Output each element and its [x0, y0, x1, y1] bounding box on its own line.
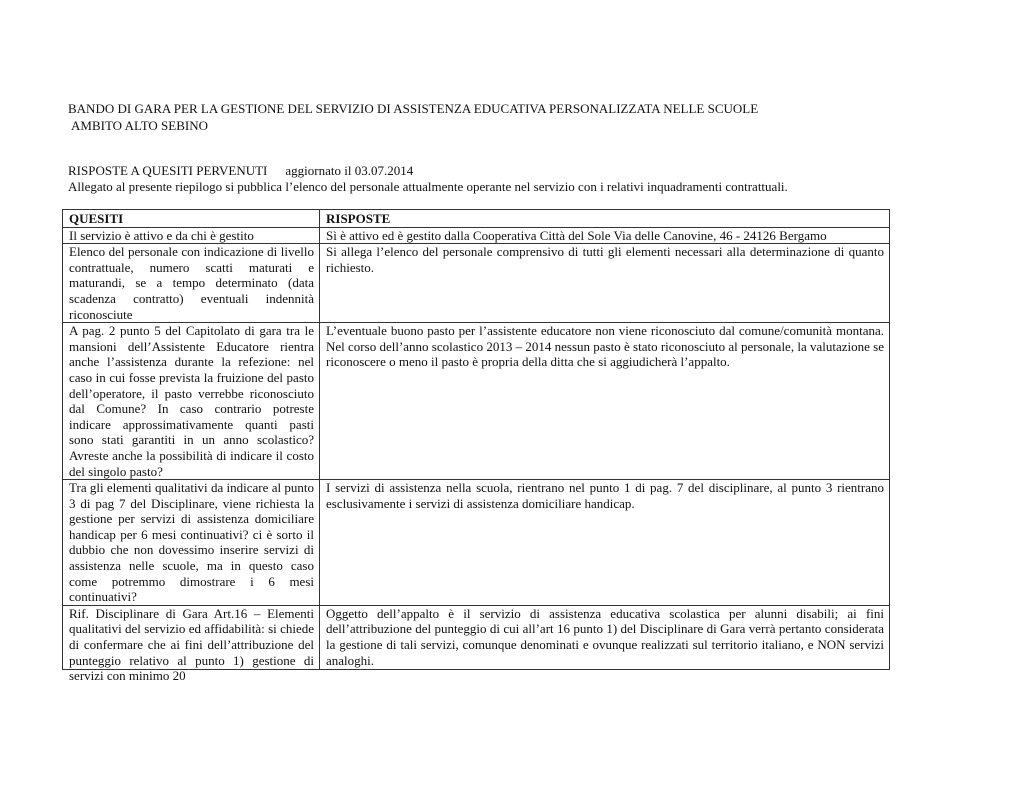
- table-row: [63, 480, 890, 606]
- table-row: [63, 323, 890, 480]
- question-text: Rif. Disciplinare di Gara Art.16 – Elementi qualitativi del servizio ed affidabilità: si chiede di confermare che ai fini dell’attribuzione del punteggio relativo al punto 1) gestione di servizi con minimo 20: [69, 605, 314, 684]
- answer-cell: [320, 323, 890, 480]
- question-cell: [63, 244, 320, 323]
- answer-text: Si allega l’elenco del personale comprensivo di tutti gli elementi necessari alla determinazione di quanto richiesto.: [326, 244, 884, 275]
- table-row: [63, 227, 890, 244]
- table-row: [63, 605, 890, 669]
- answer-cell: [320, 480, 890, 606]
- question-cell: [63, 227, 320, 244]
- section-title: RISPOSTE A QUESITI PERVENUTI: [68, 163, 268, 178]
- answer-text: Sì è attivo ed è gestito dalla Cooperativa Città del Sole Via delle Canovine, 46 - 24126 Bergamo: [326, 227, 827, 243]
- answer-text: L’eventuale buono pasto per l’assistente educatore non viene riconosciuto dal comune/comunità montana. Nel corso dell’anno scolastico 2013 – 2014 nessun pasto è stato riconosciuto al personale, la valutazione se riconoscere o meno il pasto è propria della ditta che si aggiudicherà l’appalto.: [326, 323, 884, 370]
- question-text: Tra gli elementi qualitativi da indicare al punto 3 di pag 7 del Disciplinare, viene richiesta la gestione per servizi di assistenza domiciliare handicap per 6 mesi continuativi? ci è sorto il dubbio che non dovessimo inserire servizi di assistenza nelle scuole, ma in questo caso come potremmo dimostrare i 6 mesi continuativi?: [69, 480, 314, 605]
- section-heading: [68, 163, 413, 179]
- answer-text: Oggetto dell’appalto è il servizio di assistenza educativa scolastica per alunni disabili; ai fini dell’attribuzione del punteggio di cui all’art 16 punto 1) del Disciplinare di Gara verrà pertanto considerata la gestione di tali servizi, comunque denominati e ovunque realizzati sul territorio italiano, e NON servizi analoghi.: [326, 605, 884, 668]
- column-header-answers: RISPOSTE: [320, 210, 890, 228]
- column-header-questions: QUESITI: [63, 210, 320, 228]
- question-text: Elenco del personale con indicazione di livello contrattuale, numero scatti maturati e maturandi, se a tempo determinato (data scadenza contratto) eventuali indennità riconosciute: [69, 244, 314, 322]
- answer-cell: [320, 227, 890, 244]
- question-text: A pag. 2 punto 5 del Capitolato di gara tra le mansioni dell’Assistente Educatore rientra anche l’assistenza durante la refezione: nel caso in cui fosse prevista la fruizione del pasto dell’operatore, il pasto verrebbe riconosciuto dal Comune? In caso contrario potreste indicare approssimativamente quanti pasti sono stati garantiti in un anno scolastico? Avreste anche la possibilità di indicare il costo del singolo pasto?: [69, 323, 314, 479]
- answer-text: I servizi di assistenza nella scuola, rientrano nel punto 1 di pag. 7 del disciplinare, al punto 3 rientrano esclusivamente i servizi di assistenza domiciliare handicap.: [326, 480, 884, 511]
- intro-paragraph: Allegato al presente riepilogo si pubblica l’elenco del personale attualmente operante nel servizio con i relativi inquadramenti contrattuali.: [68, 179, 788, 194]
- table-row: [63, 244, 890, 323]
- document-subtitle-area: AMBITO ALTO SEBINO: [71, 118, 209, 133]
- update-date: aggiornato il 03.07.2014: [285, 163, 414, 178]
- document-title: BANDO DI GARA PER LA GESTIONE DEL SERVIZIO DI ASSISTENZA EDUCATIVA PERSONALIZZATA NELLE SCUOLE: [68, 101, 759, 116]
- question-cell: [63, 480, 320, 606]
- answer-cell: [320, 244, 890, 323]
- question-text: Il servizio è attivo e da chi è gestito: [69, 227, 254, 243]
- question-cell: [63, 605, 320, 684]
- question-cell: [63, 323, 320, 480]
- qa-table: [62, 209, 890, 684]
- table-header-row: [63, 210, 890, 228]
- answer-cell: [320, 605, 890, 669]
